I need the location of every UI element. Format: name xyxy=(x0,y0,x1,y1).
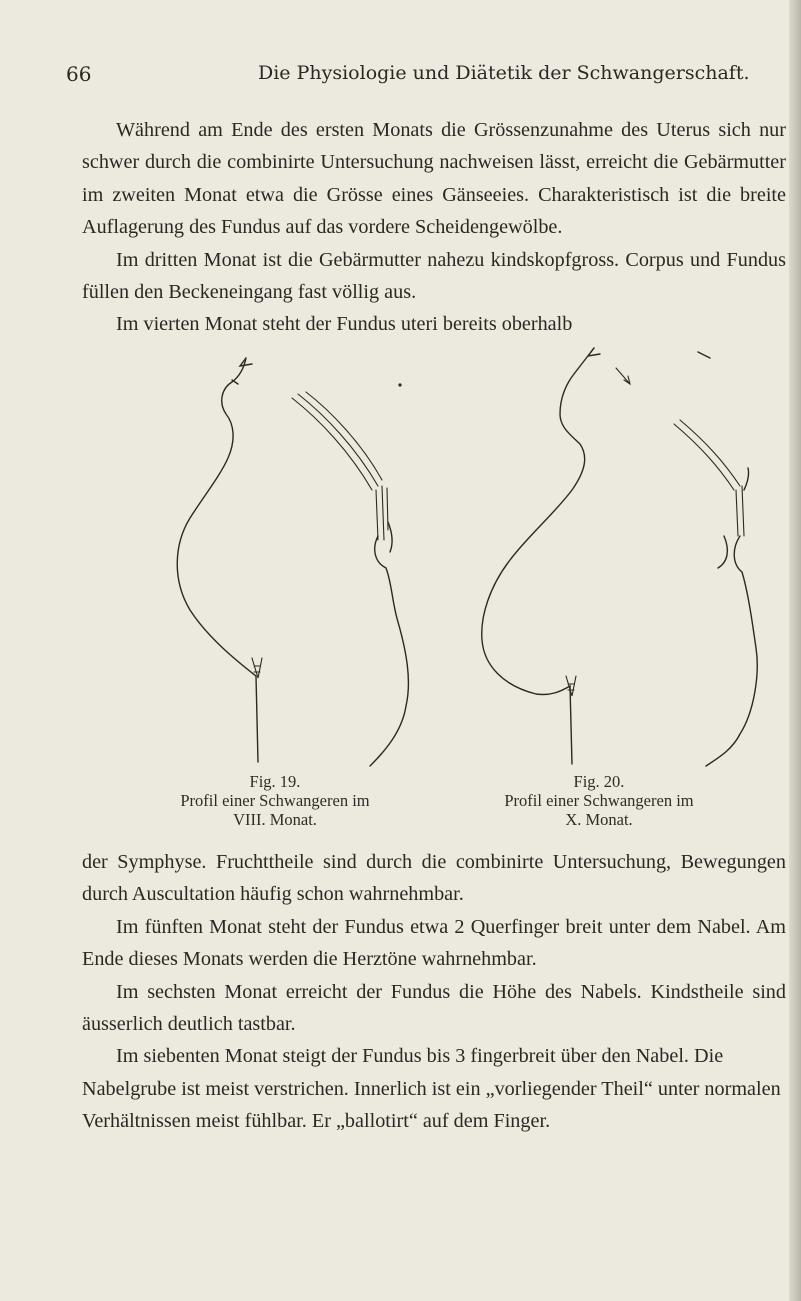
caption-line: X. Monat. xyxy=(565,810,633,829)
paragraph: Im sechsten Monat erreicht der Fundus die Höhe des Nabels. Kindstheile sind äusserlich deutlich tastbar. xyxy=(82,980,786,1036)
page-edge xyxy=(789,0,801,1301)
figure-20-illustration xyxy=(448,340,768,780)
figure-19-illustration xyxy=(160,340,440,770)
paragraph: Im siebenten Monat steigt der Fundus bis 3 fingerbreit über den Nabel. Die Nabelgrube ist meist verstrichen. Innerlich ist ein „vorliegender Theil“ unter normalen Verhältnissen meist fühlbar. Er „ballotirt“ auf dem Finger. xyxy=(82,1045,781,1133)
running-head: Die Physiologie und Diätetik der Schwangerschaft. xyxy=(258,62,750,84)
body-text-top xyxy=(82,114,786,341)
figure-label: Fig. 19. xyxy=(249,772,301,791)
page-header xyxy=(0,62,801,92)
caption-line: Profil einer Schwangeren im xyxy=(180,791,370,810)
caption-line: Profil einer Schwangeren im xyxy=(504,791,694,810)
figure-19-caption xyxy=(150,772,400,829)
paragraph: Im fünften Monat steht der Fundus etwa 2 Querfinger breit unter dem Nabel. Am Ende dieses Monats werden die Herztöne wahrnehmbar. xyxy=(82,915,786,971)
paragraph: Im dritten Monat ist die Gebärmutter nahezu kindskopfgross. Corpus und Fundus füllen den Beckeneingang fast völlig aus. xyxy=(82,248,786,304)
caption-line: VIII. Monat. xyxy=(233,810,317,829)
paragraph: der Symphyse. Fruchttheile sind durch die combinirte Untersuchung, Bewegungen durch Auscultation häufig schon wahrnehmbar. xyxy=(82,851,786,906)
paragraph: Während am Ende des ersten Monats die Grössenzunahme des Uterus sich nur schwer durch die combinirte Untersuchung nachweisen lässt, erreicht die Gebärmutter im zweiten Monat etwa die Grösse eines Gänseeies. Charakteristisch ist die breite Auflagerung des Fundus auf das vordere Scheidengewölbe. xyxy=(82,119,786,239)
page-number: 66 xyxy=(66,62,92,86)
paragraph: Im vierten Monat steht der Fundus uteri bereits oberhalb xyxy=(116,313,573,336)
figure-20-caption xyxy=(468,772,730,829)
body-text-bottom xyxy=(82,846,786,1138)
figure-label: Fig. 20. xyxy=(573,772,625,791)
